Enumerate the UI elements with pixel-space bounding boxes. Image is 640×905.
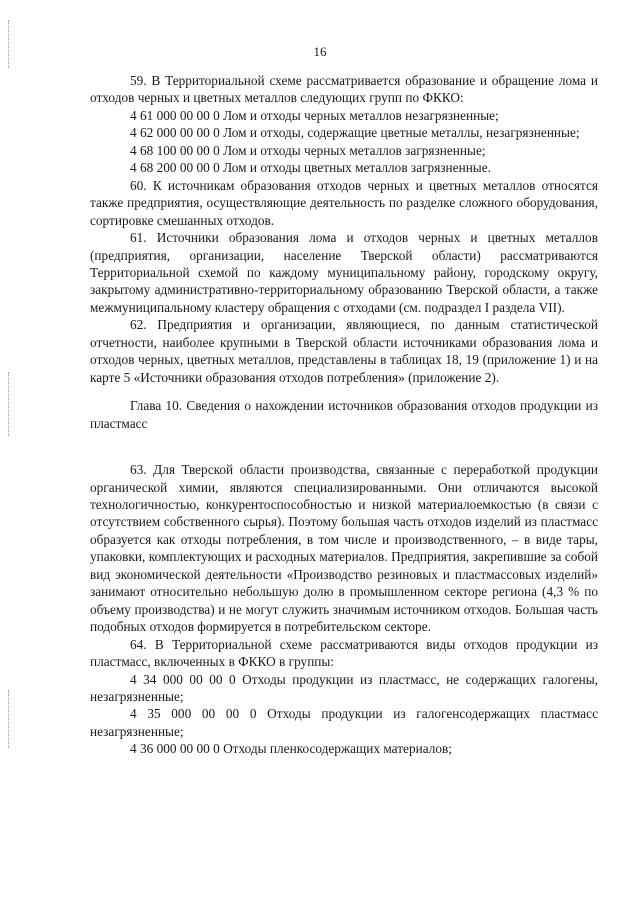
margin-dotted-mark-bottom bbox=[8, 690, 10, 748]
fkko-code-item: 4 68 100 00 00 0 Лом и отходы черных металлов загрязненные; bbox=[130, 142, 486, 158]
paragraph-61: 61. Источники образования лома и отходов черных и цветных металлов (предприятия, организации, население Тверской области) рассматриваются Территориальной схемой по каждому муниципальному району, городскому округу, закрытому административно-территориальному образованию Тверской области, а также межмуниципальному кластеру обращения с отходами (см. подраздел I раздела VII). bbox=[90, 230, 598, 315]
margin-dotted-mark-middle bbox=[8, 372, 10, 436]
chapter-heading: Глава 10. Сведения о нахождении источников образования отходов продукции из пластмасс bbox=[90, 398, 598, 431]
fkko-code-item: 4 61 000 00 00 0 Лом и отходы черных металлов незагрязненные; bbox=[130, 107, 499, 123]
fkko-code-item: 4 34 000 00 00 0 Отходы продукции из пластмасс, не содержащих галогены, незагрязненные; bbox=[90, 671, 598, 704]
paragraph-62: 62. Предприятия и организации, являющиеся, по данным статистической отчетности, наиболее крупными в Тверской области источниками образования лома и отходов черных, цветных металлов, представлены в таблицах 18, 19 (приложение 1) и на карте 5 «Источники образования отходов потребления» (приложение 2). bbox=[90, 317, 598, 385]
fkko-code-item: 4 68 200 00 00 0 Лом и отходы цветных металлов загрязненные. bbox=[130, 160, 491, 176]
paragraph-59: 59. В Территориальной схеме рассматривается образование и обращение лома и отходов черных и цветных металлов следующих групп по ФККО: bbox=[90, 73, 598, 106]
page-number: 16 bbox=[313, 44, 327, 59]
paragraph-63: 63. Для Тверской области производства, связанные с переработкой продукции органической химии, являются специализированными. Они отличаются высокой технологичностью, конкурентоспособностью и низкой материалоемкостью (в связи с отсутствием собственного сырья). Поэтому большая часть отходов изделий из пластмасс образуется как отходы потребления, в том числе и производственного, – в виде тары, упаковки, комплектующих и расходных материалов. Предприятия, закрепившие за собой вид экономической деятельности «Производство резиновых и пластмассовых изделий» занимают относительно небольшую долю в промышленном секторе региона (4,3 % по объему производства) и не могут служить значимым источником отходов. Большая часть подобных отходов формируется в потребительском секторе. bbox=[90, 462, 598, 635]
document-body bbox=[90, 72, 598, 758]
paragraph-60: 60. К источникам образования отходов черных и цветных металлов относятся также предприятия, осуществляющие деятельность по разделке сложного оборудования, сортировке смешанных отходов. bbox=[90, 177, 598, 228]
fkko-code-item: 4 62 000 00 00 0 Лом и отходы, содержащие цветные металлы, незагрязненные; bbox=[130, 125, 580, 141]
fkko-code-item: 4 35 000 00 00 0 Отходы продукции из галогенсодержащих пластмасс незагрязненные; bbox=[90, 706, 598, 739]
fkko-code-item: 4 36 000 00 00 0 Отходы пленкосодержащих материалов; bbox=[130, 741, 452, 757]
margin-dotted-mark-top bbox=[8, 20, 10, 68]
paragraph-64: 64. В Территориальной схеме рассматриваются виды отходов продукции из пластмасс, включенных в ФККО в группы: bbox=[90, 636, 598, 670]
